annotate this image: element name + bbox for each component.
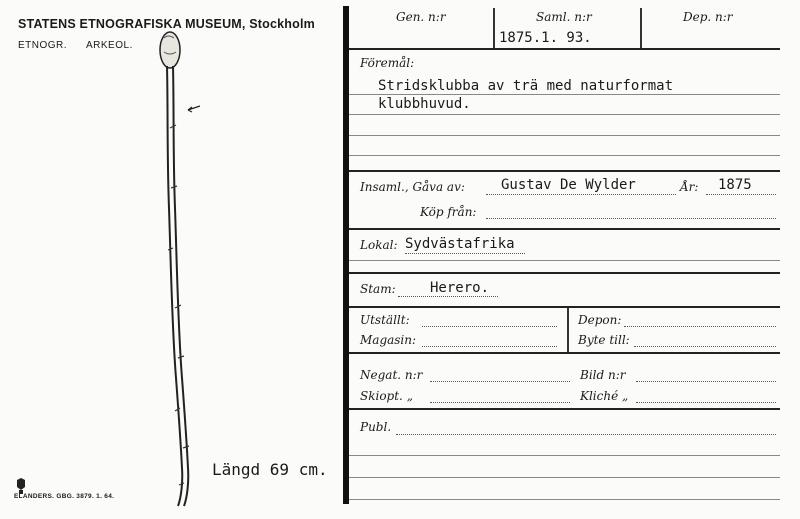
rule-photo-end [349,408,780,410]
negat-label: Negat. n:r [360,368,423,382]
byte-dots [634,346,776,347]
printer-mark: ELANDERS. GBG. 3879. 1. 64. [14,493,115,500]
length-note: Längd 69 cm. [212,460,328,479]
rule-foremal-3 [349,135,780,136]
skiopt-label: Skiopt. „ [360,389,413,403]
rule-stam-end [349,306,780,308]
rule-foremal-end [349,170,780,172]
printer-logo [14,478,28,494]
foremal-line-1: Stridsklubba av trä med naturformat [378,78,674,94]
dep-nr-label: Dep. n:r [683,10,733,24]
lokal-dots [405,253,525,254]
header-col-divider-2 [640,8,642,48]
magasin-dots [422,346,557,347]
insaml-label: Insaml., Gåva av: [360,180,465,194]
foremal-label: Föremål: [360,56,415,70]
rule-foremal-1 [349,94,780,95]
rule-lokal [349,260,780,261]
negat-dots [430,381,570,382]
saml-nr-value: 1875.1. 93. [499,30,592,46]
location-col-divider [567,308,569,352]
category-arkeol: ARKEOL. [86,40,133,51]
ar-dots [706,194,776,195]
ar-label: År: [680,180,699,194]
lokal-value: Sydvästafrika [405,236,515,252]
magasin-label: Magasin: [360,333,417,347]
rule-publ-1 [349,455,780,456]
depon-label: Depon: [578,313,622,327]
kliche-label: Kliché „ [580,389,629,403]
rule-foremal-4 [349,155,780,156]
gen-nr-label: Gen. n:r [396,10,446,24]
saml-nr-label: Saml. n:r [536,10,592,24]
utstallt-dots [422,326,557,327]
utstallt-label: Utställt: [360,313,410,327]
bild-label: Bild n:r [580,368,626,382]
header-col-divider-1 [493,8,495,48]
skiopt-dots [430,402,570,403]
rule-foremal-2 [349,114,780,115]
rule-location-end [349,352,780,354]
insaml-value: Gustav De Wylder [501,177,636,193]
depon-dots [624,326,776,327]
foremal-line-2: klubbhuvud. [378,96,471,112]
byte-label: Byte till: [578,333,630,347]
kop-dots [486,218,776,219]
lokal-label: Lokal: [360,238,398,252]
club-drawing [140,28,210,508]
bild-dots [636,381,776,382]
stam-value: Herero. [430,280,490,296]
rule-insaml-end [349,228,780,230]
stam-label: Stam: [360,282,396,296]
kliche-dots [636,402,776,403]
stam-dots [398,296,498,297]
publ-dots [396,434,776,435]
rule-publ-3 [349,499,780,500]
rule-lokal-end [349,272,780,274]
kop-label: Köp från: [420,205,477,219]
museum-title: STATENS ETNOGRAFISKA MUSEUM, Stockholm [18,17,315,31]
insaml-dots [486,194,676,195]
rule-publ-2 [349,477,780,478]
rule-header [349,48,780,50]
card-divider [343,6,349,504]
category-etnogr: ETNOGR. [18,40,68,51]
publ-label: Publ. [360,420,392,434]
ar-value: 1875 [718,177,752,193]
